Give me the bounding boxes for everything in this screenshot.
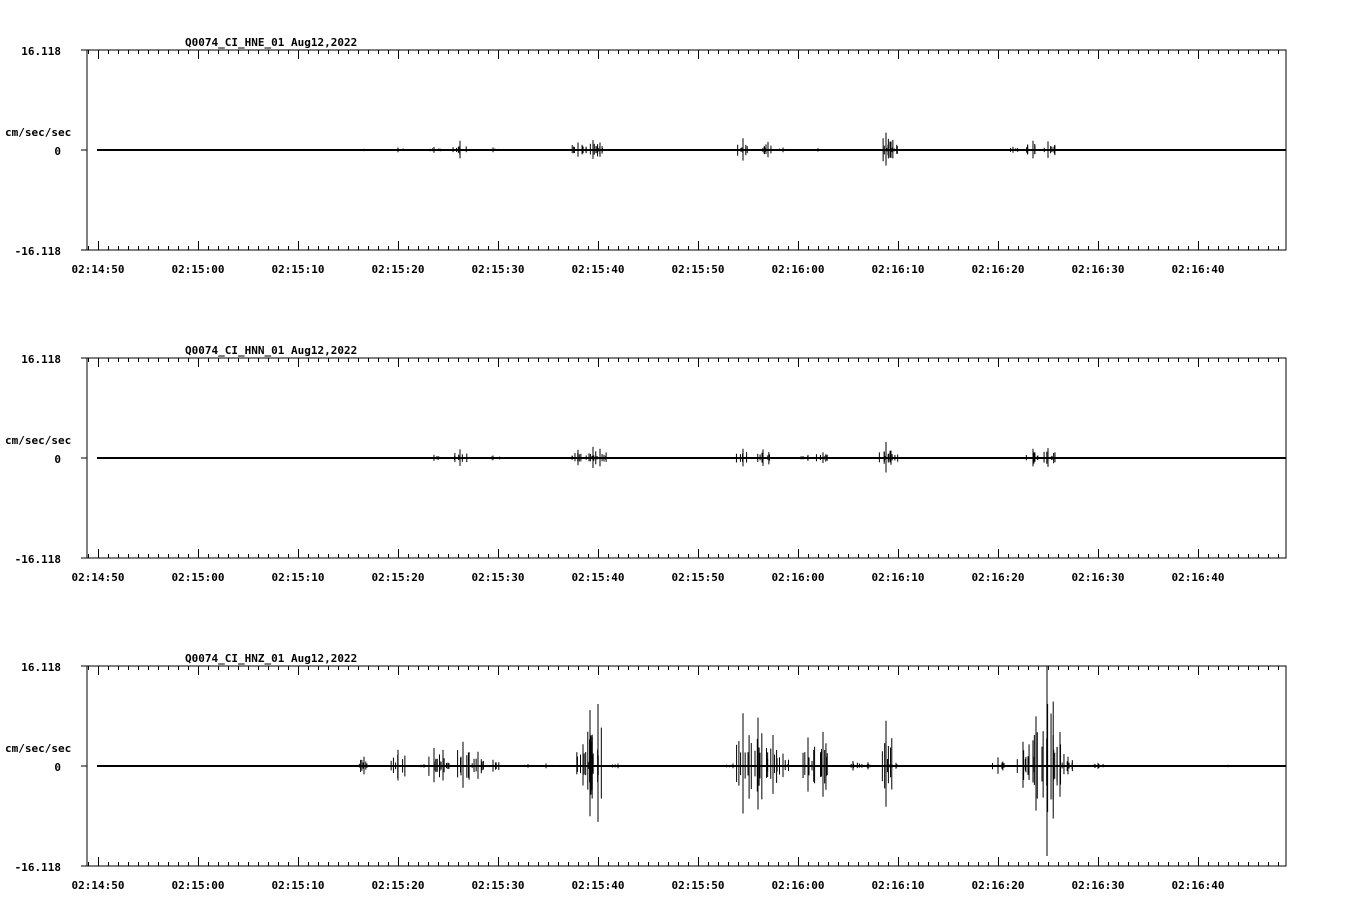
x-tick-label: 02:16:20 [971,263,1025,276]
y-axis-label: cm/sec/sec [5,434,72,447]
y-tick-label-max: 16.118 [21,353,61,366]
y-tick-label-min: -16.118 [14,245,61,258]
x-tick-label: 02:15:20 [371,879,425,892]
x-tick-label: 02:16:00 [771,571,825,584]
x-tick-label: 02:16:40 [1171,263,1225,276]
x-tick-label: 02:15:00 [171,263,225,276]
x-tick-label: 02:15:30 [471,571,525,584]
y-tick-label-zero: 0 [54,145,61,158]
y-tick-label-zero: 0 [54,761,61,774]
x-tick-label: 02:16:10 [871,263,925,276]
y-tick-label-min: -16.118 [14,861,61,874]
x-tick-label: 02:14:50 [71,571,125,584]
x-tick-label: 02:15:00 [171,571,225,584]
x-tick-label: 02:15:10 [271,879,325,892]
x-tick-label: 02:16:30 [1071,571,1125,584]
x-tick-label: 02:15:50 [671,879,725,892]
panel-title: Q0074_CI_HNN_01 Aug12,2022 [185,344,358,357]
x-tick-label: 02:15:00 [171,879,225,892]
x-tick-label: 02:15:30 [471,263,525,276]
x-tick-label: 02:16:40 [1171,879,1225,892]
x-tick-label: 02:15:50 [671,263,725,276]
x-tick-label: 02:16:00 [771,263,825,276]
panel-title: Q0074_CI_HNZ_01 Aug12,2022 [185,652,358,665]
y-tick-label-min: -16.118 [14,553,61,566]
x-tick-label: 02:15:40 [571,263,625,276]
x-tick-label: 02:15:10 [271,571,325,584]
x-tick-label: 02:15:30 [471,879,525,892]
x-tick-label: 02:16:20 [971,571,1025,584]
x-tick-label: 02:15:20 [371,263,425,276]
y-tick-label-max: 16.118 [21,45,61,58]
x-tick-label: 02:16:40 [1171,571,1225,584]
x-tick-label: 02:15:10 [271,263,325,276]
x-tick-label: 02:16:10 [871,879,925,892]
x-tick-label: 02:16:20 [971,879,1025,892]
x-tick-label: 02:16:30 [1071,879,1125,892]
y-tick-label-zero: 0 [54,453,61,466]
x-tick-label: 02:16:00 [771,879,825,892]
y-tick-label-max: 16.118 [21,661,61,674]
x-tick-label: 02:16:10 [871,571,925,584]
x-tick-label: 02:15:20 [371,571,425,584]
x-tick-label: 02:15:50 [671,571,725,584]
y-axis-label: cm/sec/sec [5,742,72,755]
panel-title: Q0074_CI_HNE_01 Aug12,2022 [185,36,358,49]
x-tick-label: 02:14:50 [71,879,125,892]
x-tick-label: 02:14:50 [71,263,125,276]
x-tick-label: 02:15:40 [571,879,625,892]
x-tick-label: 02:15:40 [571,571,625,584]
y-axis-label: cm/sec/sec [5,126,72,139]
x-tick-label: 02:16:30 [1071,263,1125,276]
